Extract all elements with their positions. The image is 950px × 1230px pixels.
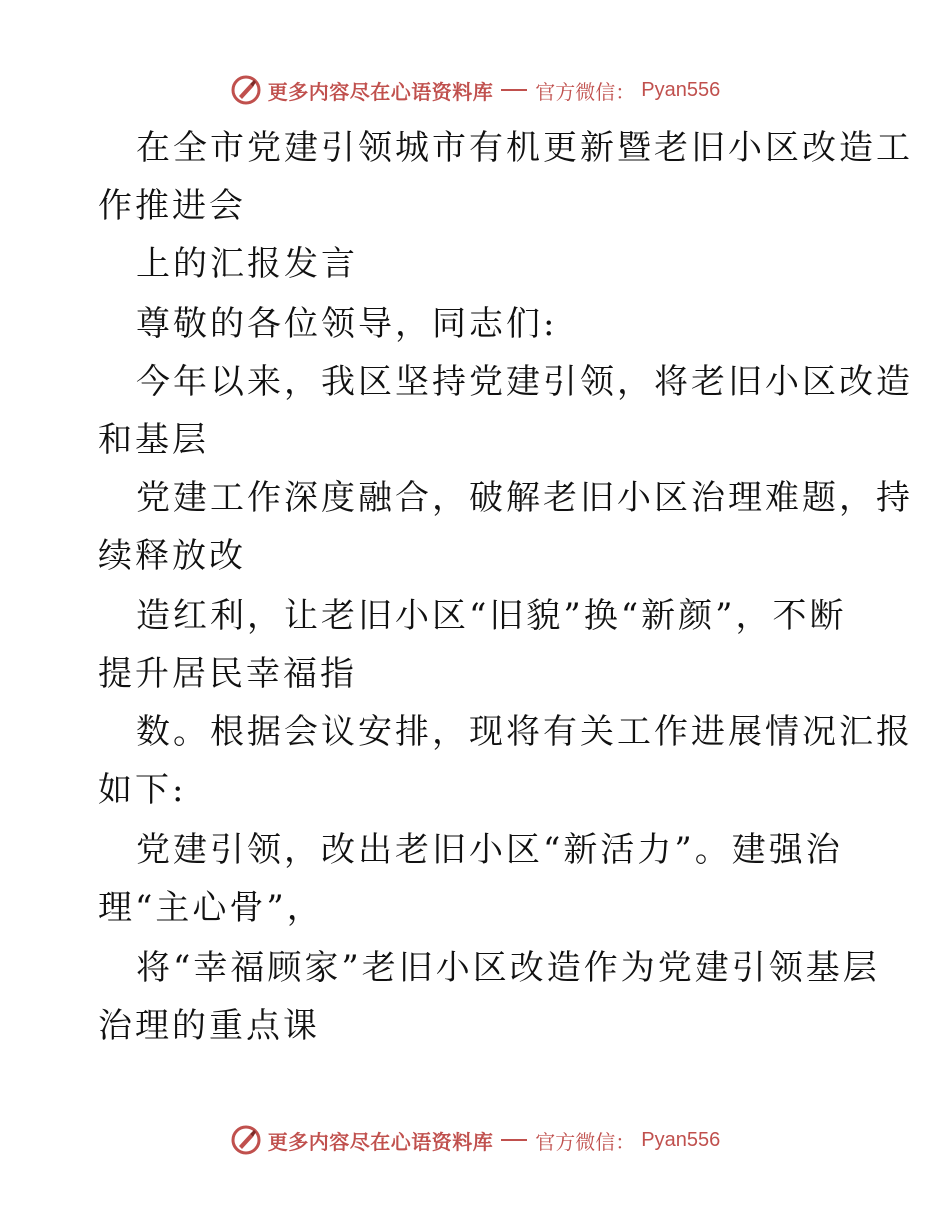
watermark-wechat-id: Pyan556 <box>641 78 721 101</box>
text-line: 今年以来，我区坚持党建引领，将老旧小区改造 <box>136 362 913 402</box>
text-line: 党建工作深度融合，破解老旧小区治理难题，持 <box>136 478 913 518</box>
watermark-dash <box>501 89 527 91</box>
text-line: 如下: <box>98 770 187 810</box>
header-watermark <box>0 70 950 110</box>
footer-watermark <box>0 1120 950 1160</box>
logo-icon <box>230 1124 262 1156</box>
text-line: 造红利，让老旧小区“旧貌”换“新颜”，不断 <box>136 596 847 636</box>
text-line: 续释放改 <box>98 536 246 576</box>
text-line: 将“幸福顾家”老旧小区改造作为党建引领基层 <box>136 948 880 988</box>
text-line: 和基层 <box>98 420 209 460</box>
text-line: 尊敬的各位领导，同志们: <box>136 304 558 344</box>
text-line: 作推进会 <box>98 186 246 226</box>
text-line: 上的汇报发言 <box>136 244 358 284</box>
watermark-wechat-label: 官方微信： <box>535 79 636 104</box>
text-line: 提升居民幸福指 <box>98 654 357 694</box>
watermark-brand: 更多内容尽在心语资料库 <box>267 79 494 104</box>
text-line: 理“主心骨”， <box>98 888 324 928</box>
text-line: 党建引领，改出老旧小区“新活力”。建强治 <box>136 830 843 870</box>
logo-icon <box>230 74 262 106</box>
text-line: 在全市党建引领城市有机更新暨老旧小区改造工 <box>136 128 913 168</box>
watermark-dash <box>501 1139 527 1141</box>
watermark-wechat-label: 官方微信： <box>535 1129 636 1154</box>
text-line: 数。根据会议安排，现将有关工作进展情况汇报 <box>136 712 913 752</box>
watermark-wechat-id: Pyan556 <box>641 1128 721 1151</box>
watermark-brand: 更多内容尽在心语资料库 <box>267 1129 494 1154</box>
text-line: 治理的重点课 <box>98 1006 320 1046</box>
